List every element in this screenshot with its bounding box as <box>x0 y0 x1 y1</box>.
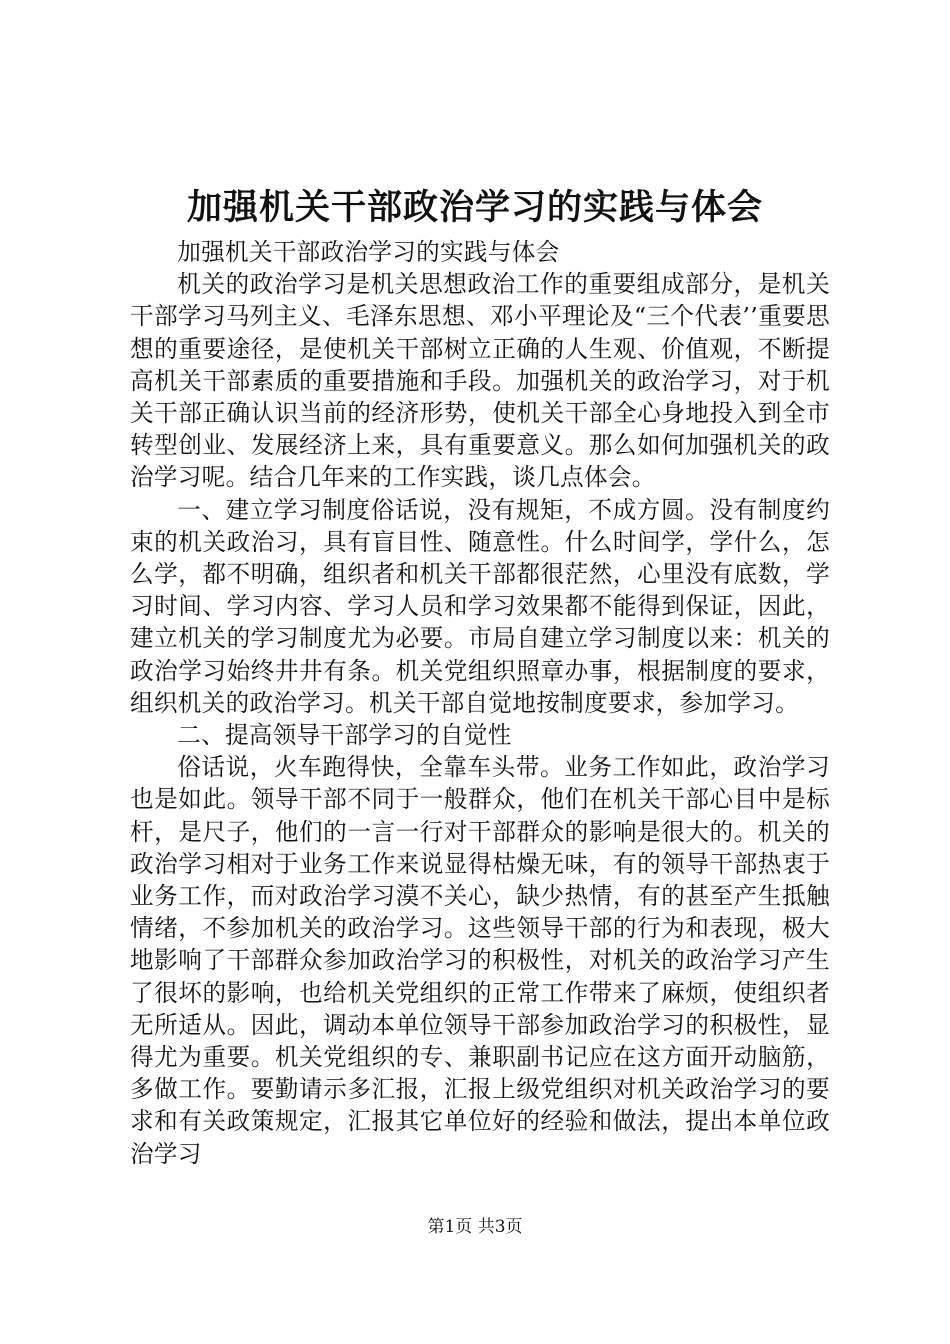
paragraph-intro: 机关的政治学习是机关思想政治工作的重要组成部分，是机关干部学习马列主义、毛泽东思想、邓小平理论及“三个代表’’重要思想的重要途径，是使机关干部树立正确的人生观、价值观，不断提高机关干部素质的重要措施和手段。加强机关的政治学习，对于机关干部正确认识当前的经济形势，使机关干部全心身地投入到全市转型创业、发展经济上来，具有重要意义。那么如何加强机关的政治学习呢。结合几年来的工作实践，谈几点体会。 <box>130 270 830 492</box>
page-number-footer: 第1页 共3页 <box>427 1217 523 1237</box>
paragraph-subtitle: 加强机关干部政治学习的实践与体会 <box>177 238 560 266</box>
paragraph-section-2-body: 俗话说，火车跑得快，全靠车头带。业务工作如此，政治学习也是如此。领导干部不同于一般群众，他们在机关干部心目中是标杆，是尺子，他们的一言一行对干部群众的影响是很大的。机关的政治学习相对于业务工作来说显得枯燥无味，有的领导干部热衷于业务工作，而对政治学习漠不关心，缺少热情，有的甚至产生抵触情绪，不参加机关的政治学习。这些领导干部的行为和表现，极大地影响了干部群众参加政治学习的积极性，对机关的政治学习产生了很坏的影响，也给机关党组织的正常工作带来了麻烦，使组织者无所适从。因此，调动本单位领导干部参加政治学习的积极性，显得尤为重要。机关党组织的专、兼职副书记应在这方面开动脑筋，多做工作。要勤请示多汇报，汇报上级党组织对机关政治学习的要求和有关政策规定，汇报其它单位好的经验和做法，提出本单位政治学习 <box>130 753 830 1168</box>
paragraph-section-2-heading: 二、提高领导干部学习的自觉性 <box>177 721 512 750</box>
document-title: 加强机关干部政治学习的实践与体会 <box>186 187 763 228</box>
paragraph-section-1: 一、建立学习制度俗话说，没有规矩，不成方圆。没有制度约束的机关政治习，具有盲目性、随意性。什么时间学，学什么，怎么学，都不明确，组织者和机关干部都很茫然，心里没有底数，学习时间、学习内容、学习人员和学习效果都不能得到保证，因此，建立机关的学习制度尤为必要。市局自建立学习制度以来：机关的政治学习始终井井有条。机关党组织照章办事，根据制度的要求，组织机关的政治学习。机关干部自觉地按制度要求，参加学习。 <box>130 495 830 717</box>
document-body <box>130 236 830 1170</box>
